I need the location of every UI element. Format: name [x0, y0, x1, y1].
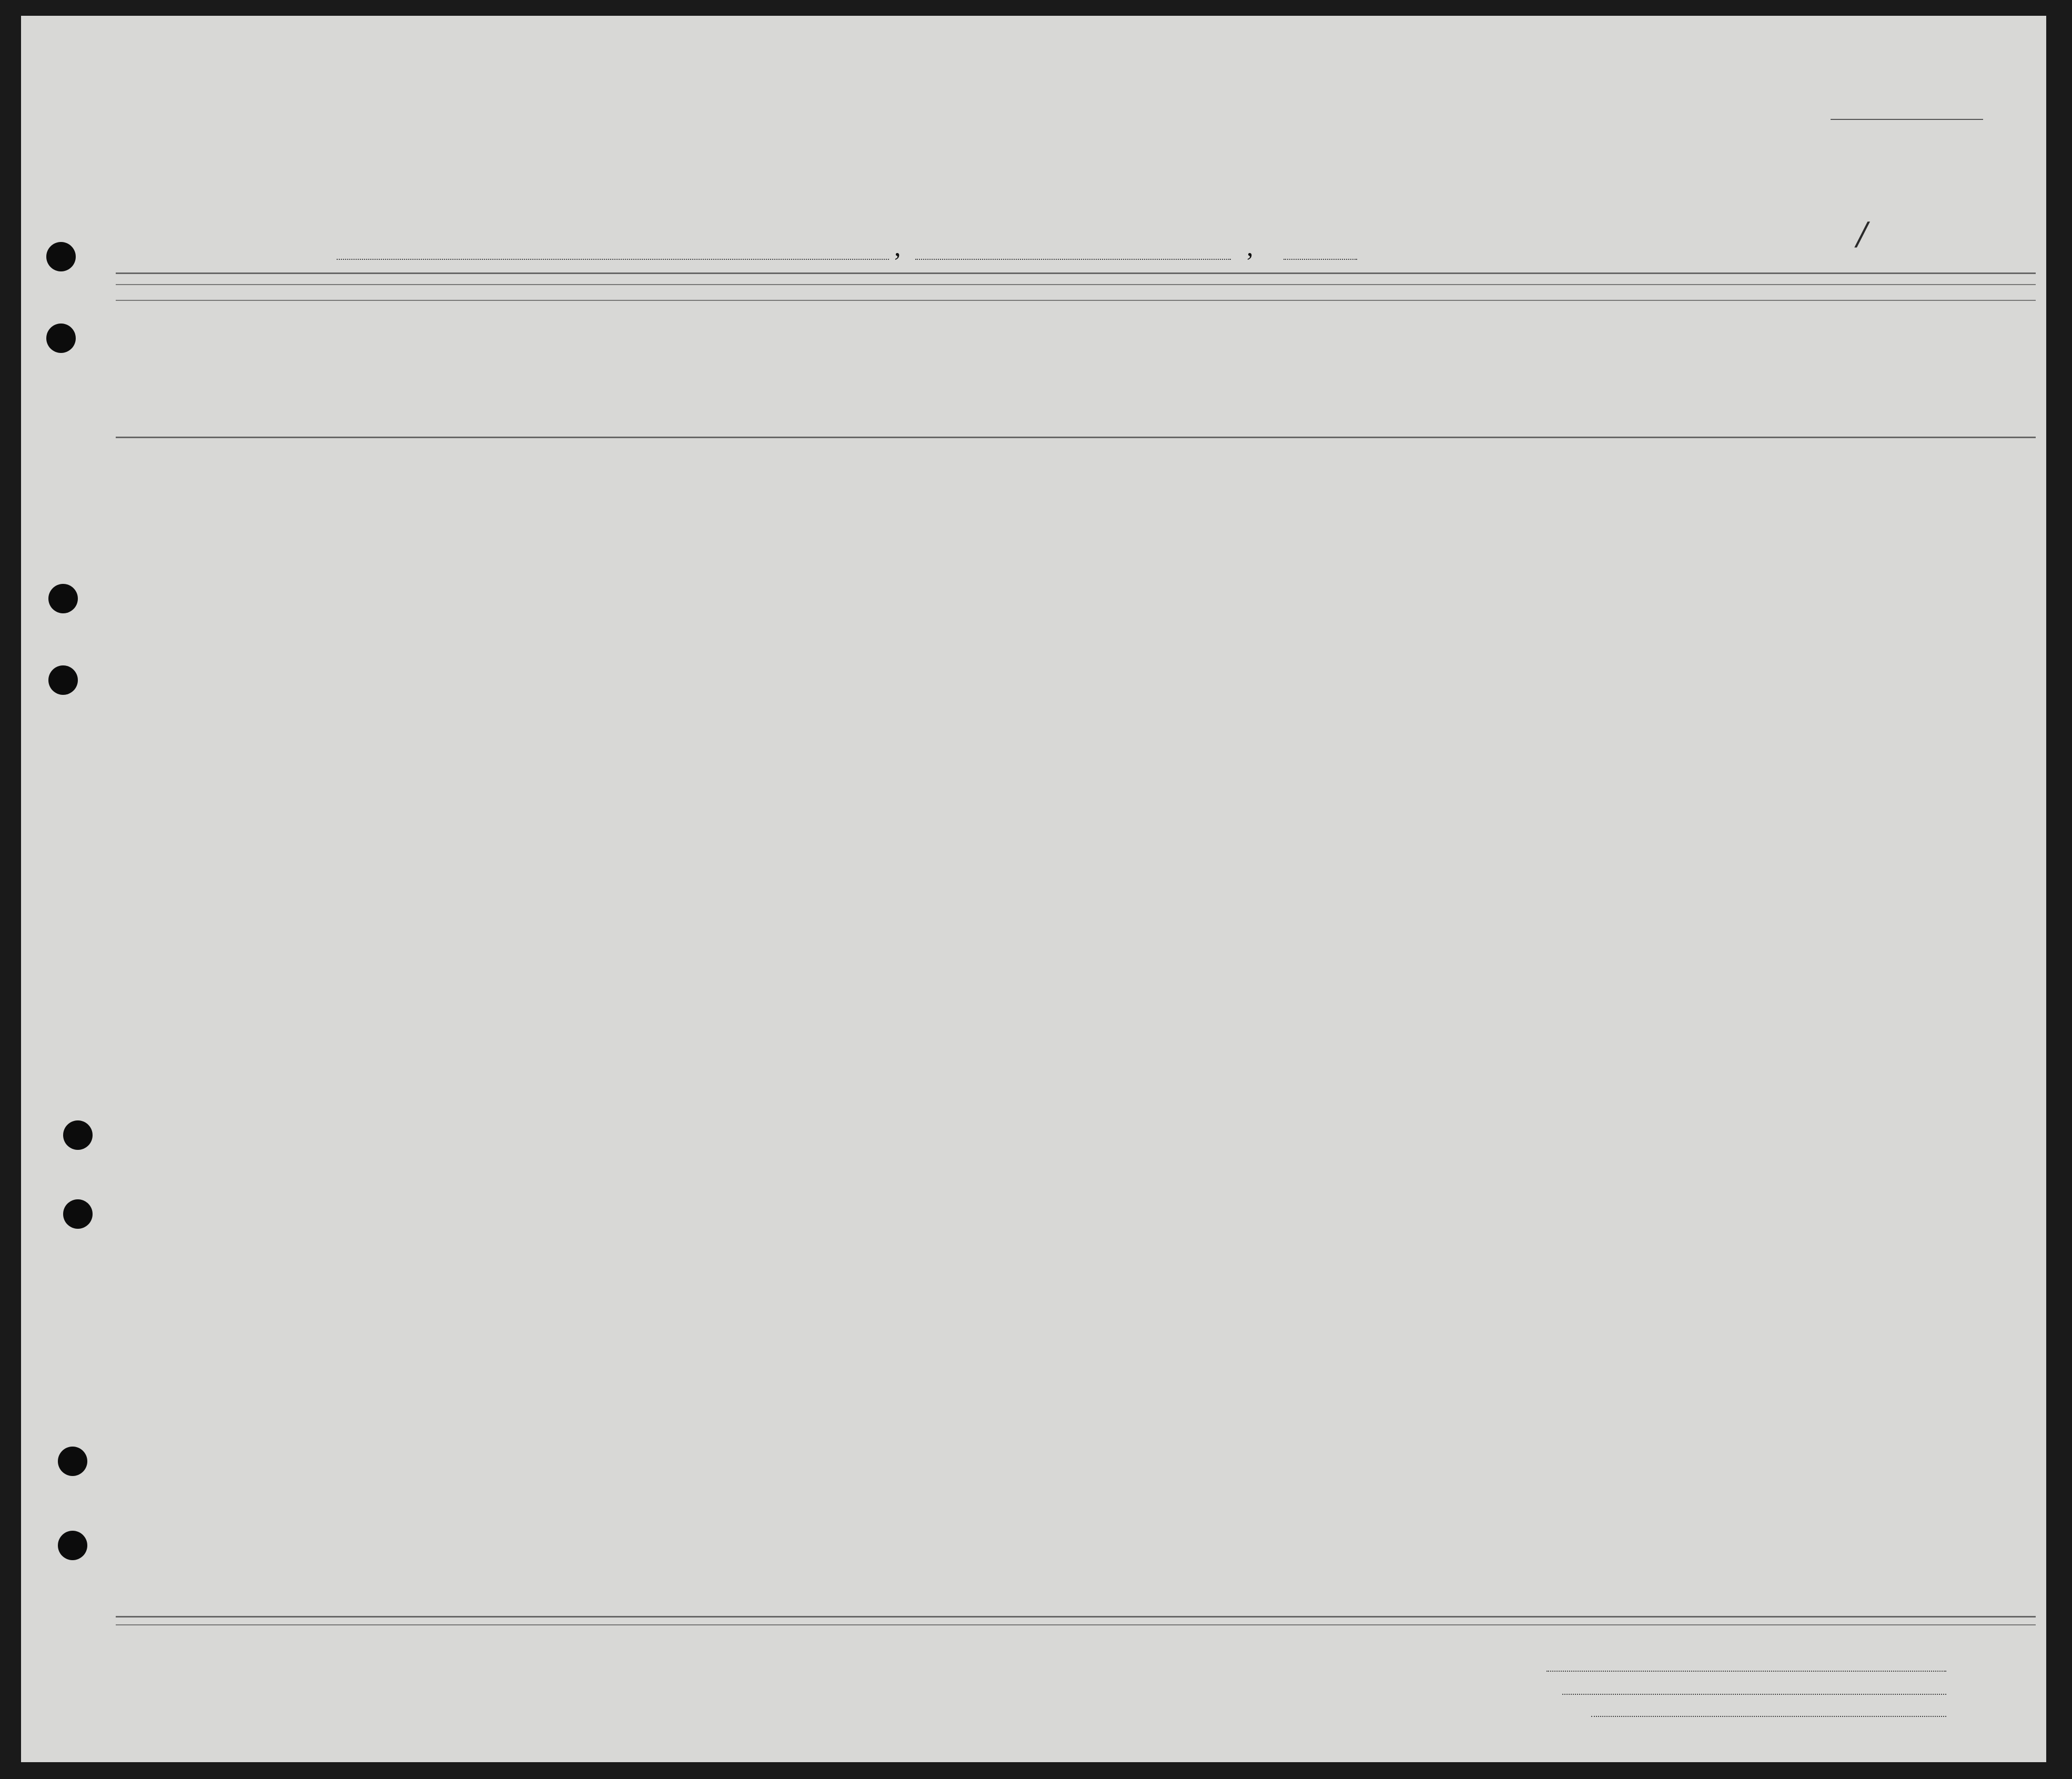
comma: ,	[1247, 232, 1254, 261]
year-line	[1283, 259, 1357, 260]
rule	[116, 284, 2036, 285]
punch-hole	[58, 1447, 87, 1476]
punch-hole	[46, 324, 76, 353]
comma: ,	[894, 232, 901, 261]
list-underline	[1831, 119, 1983, 120]
port-line	[337, 259, 889, 260]
punch-hole	[63, 1120, 93, 1150]
line-field	[1547, 1671, 1946, 1672]
rule	[116, 300, 2036, 301]
date-line	[915, 259, 1231, 260]
rule	[116, 1624, 2036, 1625]
rule	[116, 437, 2036, 438]
punch-hole	[58, 1531, 87, 1560]
owners-field	[1562, 1694, 1946, 1695]
punch-hole	[48, 584, 78, 613]
manifest-sheet	[21, 16, 2046, 1762]
rule	[116, 1616, 2036, 1618]
punch-hole	[48, 665, 78, 695]
punch-hole	[46, 242, 76, 271]
rule	[116, 272, 2036, 274]
agents-field	[1591, 1716, 1946, 1717]
punch-hole	[63, 1199, 93, 1229]
check-mark: /	[1857, 216, 1868, 252]
